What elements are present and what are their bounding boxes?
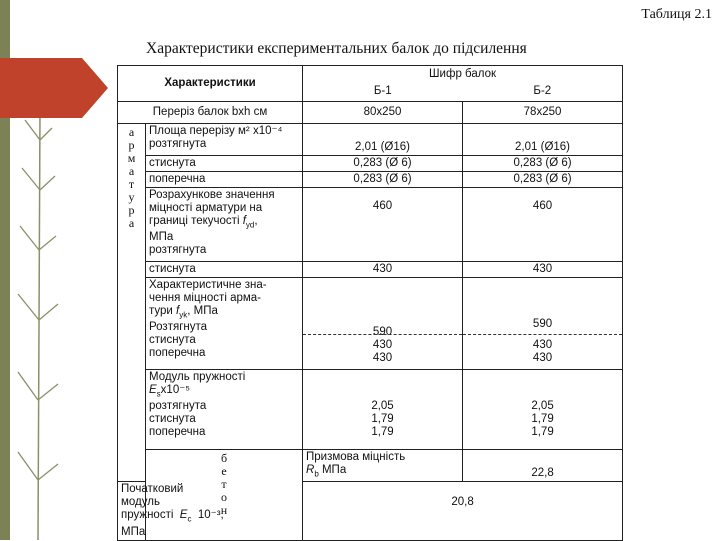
section-label: Переріз балок bxh см xyxy=(118,102,303,124)
page-title: Характеристики експериментальних балок до підсилення xyxy=(146,40,527,57)
area-row-b1: 0,283 (Ø 6) xyxy=(303,156,463,172)
table-scan xyxy=(117,65,622,540)
calc-strength-b1: 460 xyxy=(303,188,463,262)
area-row-label: стиснута xyxy=(146,156,303,172)
compressed-b1: 430 xyxy=(303,262,463,278)
prism-label: Призмова міцність $R_b$ МПа xyxy=(303,450,463,482)
table-number: Таблиця 2.1 xyxy=(641,7,712,22)
section-b1: 80x250 xyxy=(303,102,463,124)
area-row-b2: 0,283 (Ø 6) xyxy=(463,172,623,188)
modulus-b1: 2,05 1,79 1,79 xyxy=(303,370,463,450)
char-strength-label: Характеристичне зна- чення міцності арма- тури $f_{yk}$, МПа Розтягнута стиснута поперечна xyxy=(146,278,303,370)
char-strength-b1: 590 430 430 xyxy=(303,278,463,370)
header-beam-1: Б-1 xyxy=(373,85,392,97)
area-b1: 2,01 (Ø16) xyxy=(303,124,463,156)
area-row-b2: 0,283 (Ø 6) xyxy=(463,156,623,172)
armature-vertical-label: а р м а т у р а xyxy=(118,124,146,482)
area-b2: 2,01 (Ø16) xyxy=(463,124,623,156)
calc-strength-label: Розрахункове значення міцності арматури на границі текучості $f_{yd}$, МПа розтягнута xyxy=(146,188,303,262)
area-row-label: поперечна xyxy=(146,172,303,188)
header-group: Шифр балок xyxy=(429,68,497,80)
prism-value: 22,8 xyxy=(463,450,623,482)
char-strength-b2: 590 430 430 xyxy=(463,278,623,370)
modulus-label: Модуль пружності $E_sx10^{-5}$ розтягнута стиснута поперечна xyxy=(146,370,303,450)
header-beam-2: Б-2 xyxy=(533,85,552,97)
init-modulus-label: Початковий модуль пружності $E_c$ 10⁻³, МПа xyxy=(118,482,146,540)
modulus-b2: 2,05 1,79 1,79 xyxy=(463,370,623,450)
compressed-label: стиснута xyxy=(146,262,303,278)
header-beam-codes xyxy=(303,66,623,102)
area-label: Площа перерізу м² х10⁻⁴ розтягнута xyxy=(146,124,303,156)
concrete-vertical-label: б е т о н xyxy=(146,450,303,541)
beam-characteristics-table xyxy=(117,65,623,541)
calc-strength-b2: 460 xyxy=(463,188,623,262)
compressed-b2: 430 xyxy=(463,262,623,278)
section-b2: 78x250 xyxy=(463,102,623,124)
area-row-b1: 0,283 (Ø 6) xyxy=(303,172,463,188)
header-characteristics: Характеристики xyxy=(118,66,303,102)
title-ribbon xyxy=(0,58,110,118)
init-modulus-value: 20,8 xyxy=(303,482,623,540)
